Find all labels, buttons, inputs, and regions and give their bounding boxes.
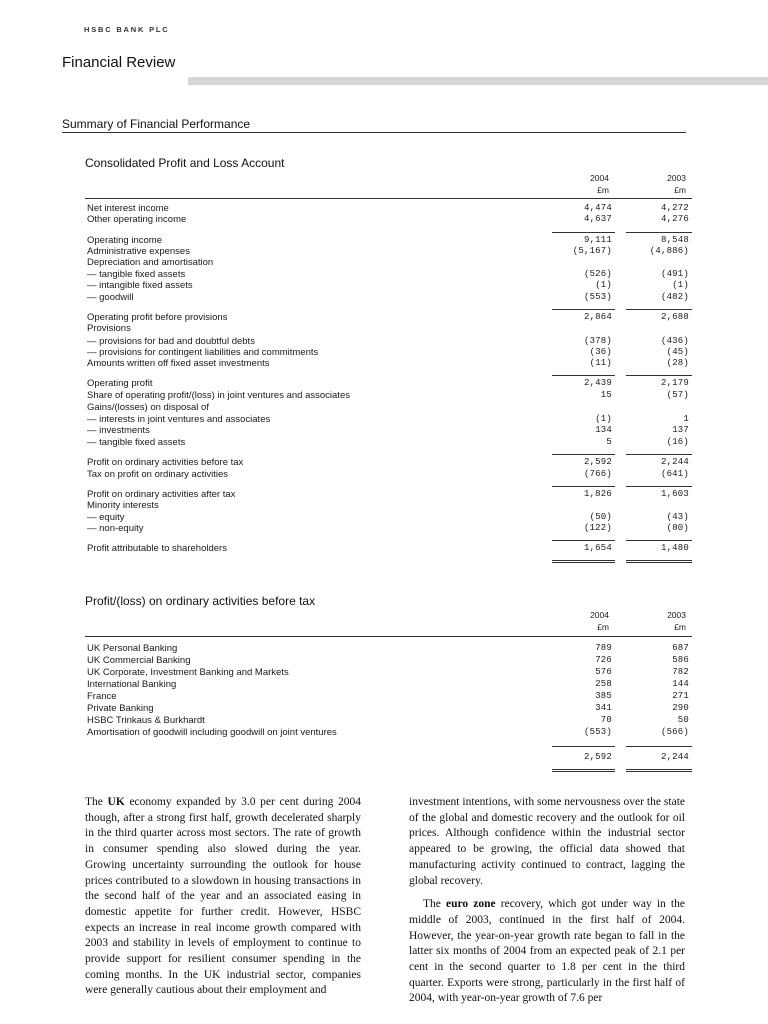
subtotal-rule <box>552 562 615 563</box>
subtotal-rule <box>626 232 692 233</box>
pl-row <box>87 425 692 436</box>
body-text-column-2 <box>409 795 685 1007</box>
seg-row <box>87 655 692 666</box>
seg-col1-unit: £m <box>597 622 609 632</box>
pl-row <box>87 214 692 225</box>
pl-row-label: Provisions <box>87 323 131 334</box>
seg-row-value-2003: 687 <box>672 643 689 653</box>
seg-row-value-2003: 50 <box>677 715 689 725</box>
pl-row-label: — goodwill <box>87 292 134 303</box>
segment-table-title: Profit/(loss) on ordinary activities before tax <box>85 594 316 608</box>
pl-row <box>87 469 692 480</box>
pl-row-value-2004: 134 <box>595 425 612 435</box>
pl-table-title: Consolidated Profit and Loss Account <box>85 156 285 170</box>
pl-row-label: Minority interests <box>87 500 159 511</box>
pl-row-value-2004: 4,474 <box>583 203 612 213</box>
pl-row-label: Depreciation and amortisation <box>87 257 214 268</box>
subtotal-rule <box>626 540 692 541</box>
seg-row-label: France <box>87 691 117 702</box>
pl-row <box>87 523 692 534</box>
subtotal-rule <box>626 309 692 310</box>
brand-name: HSBC BANK PLC <box>84 25 170 34</box>
pl-row-value-2003: 8,548 <box>660 235 689 245</box>
seg-row-label: International Banking <box>87 679 177 690</box>
seg-row-value-2004: 385 <box>595 691 612 701</box>
seg-row-value-2004: 726 <box>595 655 612 665</box>
pl-row <box>87 280 692 291</box>
pl-row-label: Other operating income <box>87 214 187 225</box>
pl-row-value-2003: (491) <box>660 269 689 279</box>
pl-row-value-2004: (36) <box>589 347 612 357</box>
pl-row-value-2004: 5 <box>606 437 612 447</box>
pl-row-value-2003: (4,886) <box>649 246 689 256</box>
paragraph-uk: The UK economy expanded by 3.0 per cent during 2004 though, after a strong first half, growth decelerated sharply in the third quarter across most sectors. The rate of growth in consumer spending also slowed during the year. Growing uncertainty surrounding the outlook for house prices contributed to a slowdown in housing transactions in the second half of the year and an associated easing in domestic appetite for further credit. However, HSBC expects an increase in real income growth compared with 2003 and stability in levels of employment to continue to provide support for resilient consumer spending in the coming months. In the UK industrial sector, companies were generally cautious about their employment and <box>85 796 361 997</box>
subtotal-rule <box>552 746 615 747</box>
pl-row-label: Amounts written off fixed asset investments <box>87 358 270 369</box>
pl-row <box>87 203 692 214</box>
section-title: Summary of Financial Performance <box>62 117 251 131</box>
seg-row-value-2004: 576 <box>595 667 612 677</box>
seg-total-2003: 2,244 <box>660 752 689 762</box>
pl-row-value-2003: 1 <box>683 414 689 424</box>
pl-row-label: Gains/(losses) on disposal of <box>87 402 209 413</box>
pl-row-value-2004: (526) <box>583 269 612 279</box>
pl-row-label: — investments <box>87 425 150 436</box>
seg-row-value-2004: 789 <box>595 643 612 653</box>
pl-row-value-2003: (16) <box>666 437 689 447</box>
pl-row-value-2003: 4,272 <box>660 203 689 213</box>
pl-row-value-2003: (80) <box>666 523 689 533</box>
pl-row-label: — provisions for bad and doubtful debts <box>87 336 255 347</box>
pl-col2-unit: £m <box>674 185 686 195</box>
seg-row-value-2004: 70 <box>600 715 612 725</box>
pl-row <box>87 437 692 448</box>
seg-row <box>87 715 692 726</box>
pl-row-value-2003: (1) <box>672 280 689 290</box>
subtotal-rule <box>552 454 615 455</box>
seg-row-label: UK Personal Banking <box>87 643 178 654</box>
pl-row-value-2004: 1,826 <box>583 489 612 499</box>
pl-row <box>87 235 692 246</box>
pl-row-value-2004: (1) <box>595 280 612 290</box>
seg-row <box>87 679 692 690</box>
pl-row-value-2003: 4,276 <box>660 214 689 224</box>
seg-row-value-2003: 586 <box>672 655 689 665</box>
pl-row-label: Administrative expenses <box>87 246 190 257</box>
pl-row-label: Profit on ordinary activities before tax <box>87 457 244 468</box>
pl-row-value-2004: 15 <box>600 390 612 400</box>
subtotal-rule <box>552 769 615 770</box>
pl-row <box>87 489 692 500</box>
header-bar <box>188 77 768 85</box>
pl-row-label: Net interest income <box>87 203 169 214</box>
subtotal-rule <box>626 771 692 772</box>
seg-row-value-2004: 341 <box>595 703 612 713</box>
pl-row-value-2004: 2,592 <box>583 457 612 467</box>
pl-row-value-2003: 2,244 <box>660 457 689 467</box>
pl-row <box>87 246 692 257</box>
subtotal-rule <box>552 560 615 561</box>
pl-row <box>87 414 692 425</box>
pl-row-value-2003: (57) <box>666 390 689 400</box>
pl-row <box>87 500 692 511</box>
pl-row-value-2003: 1,603 <box>660 489 689 499</box>
seg-row <box>87 667 692 678</box>
subtotal-rule <box>552 486 615 487</box>
pl-col1-unit: £m <box>597 185 609 195</box>
subtotal-rule <box>626 454 692 455</box>
pl-row <box>87 269 692 280</box>
seg-col2-unit: £m <box>674 622 686 632</box>
body-text-column-1 <box>85 795 361 999</box>
seg-total-2004: 2,592 <box>583 752 612 762</box>
seg-row <box>87 643 692 654</box>
seg-row-label: HSBC Trinkaus & Burkhardt <box>87 715 205 726</box>
paragraph-euro-zone: The euro zone recovery, which got under way in the middle of 2003, continued in the first half of 2004. However, the year-on-year growth rate began to fall in the latter six months of 2004 from an expected peak of 2.1 per cent in the second quarter to 1.8 per cent in the third quarter. Exports were strong, particularly in the first half of 2004, with year-on-year growth of 7.6 per <box>409 898 685 1005</box>
pl-row <box>87 457 692 468</box>
seg-row-value-2003: 290 <box>672 703 689 713</box>
seg-row-value-2004: 258 <box>595 679 612 689</box>
seg-row-value-2003: 782 <box>672 667 689 677</box>
seg-row-value-2003: 144 <box>672 679 689 689</box>
pl-row-label: Operating income <box>87 235 162 246</box>
pl-row-value-2004: (11) <box>589 358 612 368</box>
pl-row-value-2003: 1,480 <box>660 543 689 553</box>
pl-row <box>87 402 692 413</box>
pl-row-value-2004: (1) <box>595 414 612 424</box>
seg-row <box>87 703 692 714</box>
pl-row <box>87 257 692 268</box>
pl-header-rule <box>85 198 692 199</box>
pl-row-value-2003: 137 <box>672 425 689 435</box>
subtotal-rule <box>552 232 615 233</box>
subtotal-rule <box>552 771 615 772</box>
pl-row-label: Profit attributable to shareholders <box>87 543 227 554</box>
seg-row-label: Private Banking <box>87 703 154 714</box>
pl-row-value-2004: 1,654 <box>583 543 612 553</box>
pl-row-value-2004: (5,167) <box>572 246 612 256</box>
seg-row <box>87 727 692 738</box>
subtotal-rule <box>626 486 692 487</box>
pl-row-label: — intangible fixed assets <box>87 280 193 291</box>
pl-col2-year: 2003 <box>667 173 686 183</box>
pl-row <box>87 292 692 303</box>
pl-row-value-2003: 2,179 <box>660 378 689 388</box>
seg-col1-year: 2004 <box>590 610 609 620</box>
pl-row-label: Operating profit before provisions <box>87 312 228 323</box>
seg-row-label: UK Corporate, Investment Banking and Markets <box>87 667 289 678</box>
pl-row <box>87 323 692 334</box>
seg-col2-year: 2003 <box>667 610 686 620</box>
pl-row-value-2004: (378) <box>583 336 612 346</box>
pl-row-value-2003: (45) <box>666 347 689 357</box>
pl-row-value-2003: (28) <box>666 358 689 368</box>
subtotal-rule <box>626 562 692 563</box>
subtotal-rule <box>552 309 615 310</box>
seg-header-rule <box>85 636 692 637</box>
pl-row-label: Tax on profit on ordinary activities <box>87 469 228 480</box>
subtotal-rule <box>626 769 692 770</box>
pl-row-value-2004: (122) <box>583 523 612 533</box>
pl-row-label: Share of operating profit/(loss) in joint ventures and associates <box>87 390 350 401</box>
pl-row-value-2004: (553) <box>583 292 612 302</box>
subtotal-rule <box>552 375 615 376</box>
pl-col1-year: 2004 <box>590 173 609 183</box>
pl-row-value-2003: (482) <box>660 292 689 302</box>
seg-row-value-2003: 271 <box>672 691 689 701</box>
seg-row-value-2004: (553) <box>583 727 612 737</box>
pl-row-label: — non-equity <box>87 523 144 534</box>
subtotal-rule <box>626 560 692 561</box>
seg-row-label: Amortisation of goodwill including goodwill on joint ventures <box>87 727 337 738</box>
subtotal-rule <box>626 746 692 747</box>
pl-row <box>87 390 692 401</box>
seg-row-label: UK Commercial Banking <box>87 655 191 666</box>
pl-row <box>87 543 692 554</box>
pl-row <box>87 336 692 347</box>
pl-row-label: — interests in joint ventures and associates <box>87 414 271 425</box>
pl-row-value-2004: (50) <box>589 512 612 522</box>
pl-row-label: — tangible fixed assets <box>87 269 186 280</box>
pl-row-value-2003: (436) <box>660 336 689 346</box>
pl-row-label: Operating profit <box>87 378 153 389</box>
pl-row-value-2004: 2,864 <box>583 312 612 322</box>
page-title: Financial Review <box>62 54 176 71</box>
pl-row <box>87 312 692 323</box>
pl-row <box>87 358 692 369</box>
seg-row-value-2003: (566) <box>660 727 689 737</box>
pl-row-label: — tangible fixed assets <box>87 437 186 448</box>
seg-total-row <box>87 752 692 763</box>
pl-row-value-2003: 2,688 <box>660 312 689 322</box>
pl-row-value-2003: (43) <box>666 512 689 522</box>
pl-row-label: Profit on ordinary activities after tax <box>87 489 236 500</box>
pl-row-value-2003: (641) <box>660 469 689 479</box>
paragraph-uk-continued: investment intentions, with some nervousness over the state of the global and domestic recovery and the outlook for oil prices. Although confidence within the industrial sector appeared to be growing, the official data showed that manufacturing activity continued to contract, lagging the global recovery. <box>409 796 685 887</box>
seg-row <box>87 691 692 702</box>
subtotal-rule <box>552 540 615 541</box>
pl-row-label: — provisions for contingent liabilities and commitments <box>87 347 319 358</box>
pl-row-value-2004: 4,637 <box>583 214 612 224</box>
pl-row-value-2004: 2,439 <box>583 378 612 388</box>
subtotal-rule <box>626 375 692 376</box>
pl-row-label: — equity <box>87 512 125 523</box>
pl-row <box>87 347 692 358</box>
pl-row-value-2004: 9,111 <box>583 235 612 245</box>
section-divider <box>62 132 686 133</box>
pl-row <box>87 378 692 389</box>
pl-row <box>87 512 692 523</box>
pl-row-value-2004: (766) <box>583 469 612 479</box>
